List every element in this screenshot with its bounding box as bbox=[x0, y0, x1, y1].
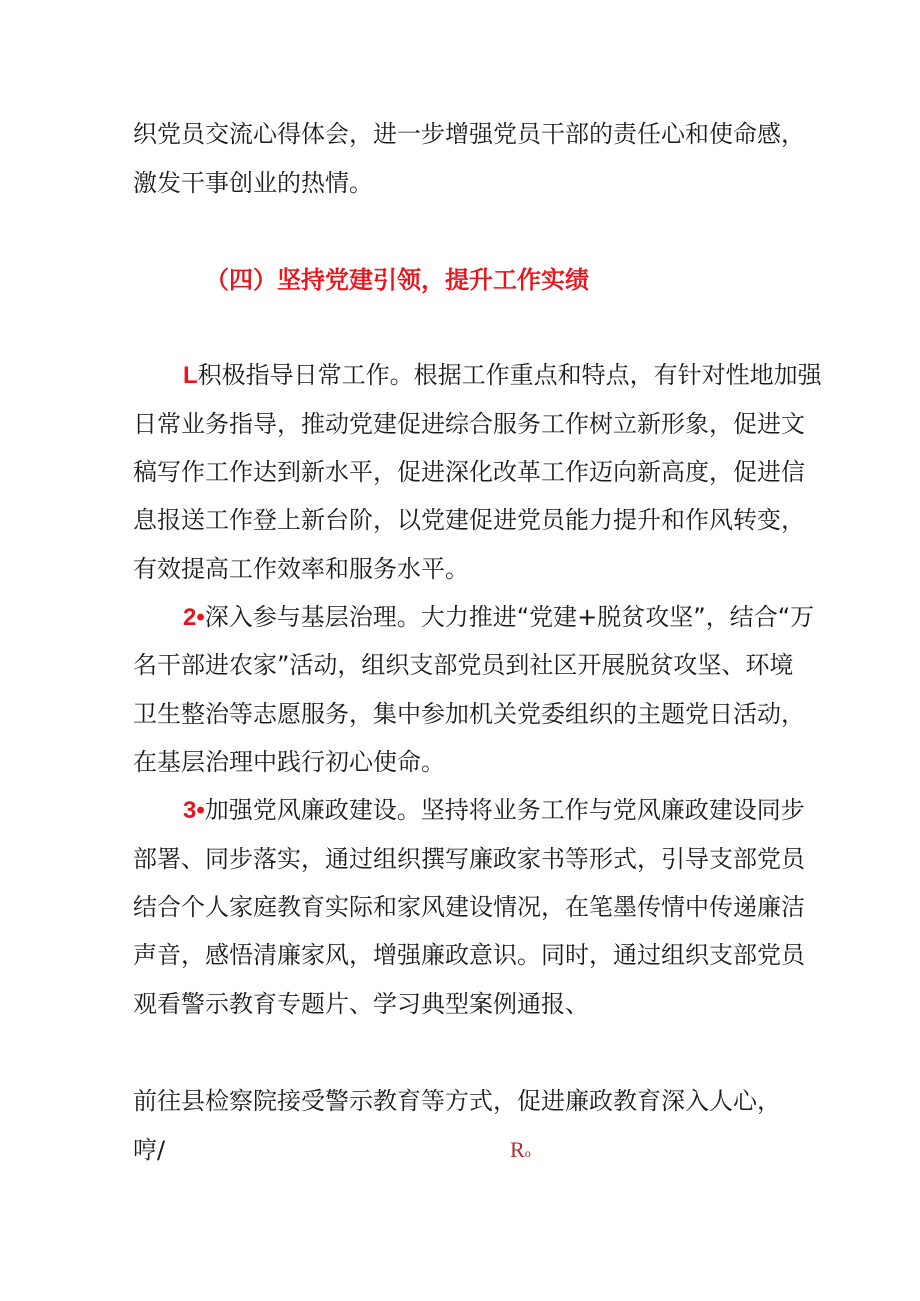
list-item-text: 积极指导日常工作。根据工作重点和特点，有针对性地加强 bbox=[197, 361, 822, 389]
paragraph-line: 织党员交流心得体会，进一步增强党员干部的责任心和使命感， bbox=[133, 120, 805, 148]
list-item-first-line bbox=[183, 358, 822, 393]
list-item-text: 加强党风廉政建设。坚持将业务工作与党风廉政建设同步 bbox=[204, 796, 805, 824]
paragraph-line: 前往县检察院接受警示教育等方式，促进廉政教育深入人心， bbox=[133, 1087, 781, 1115]
footer-mark bbox=[510, 1135, 531, 1168]
paragraph-line: 有效提高工作效率和服务水平。 bbox=[133, 555, 469, 583]
list-item-number: 3• bbox=[183, 797, 205, 824]
paragraph-line: 观看警示教育专题片、学习典型案例通报、 bbox=[133, 990, 589, 1018]
footer-mark-main: R bbox=[510, 1137, 525, 1162]
paragraph-line: 声音，感悟清廉家风，增强廉政意识。同时，通过组织支部党员 bbox=[133, 941, 805, 969]
paragraph-line: 息报送工作登上新台阶，以党建促进党员能力提升和作风转变， bbox=[133, 506, 805, 534]
section-heading: （四）坚持党建引领，提升工作实绩 bbox=[205, 266, 589, 294]
list-item-text: 深入参与基层治理。大力推进“党建+脱贫攻坚”，结合“万 bbox=[204, 603, 815, 631]
list-item-number: 2• bbox=[183, 604, 205, 631]
footer-fragment: 哼/ bbox=[133, 1136, 166, 1164]
paragraph-line: 结合个人家庭教育实际和家风建设情况，在笔墨传情中传递廉洁 bbox=[133, 893, 805, 921]
paragraph-line: 在基层治理中践行初心使命。 bbox=[133, 748, 445, 776]
footer-mark-sub: o bbox=[524, 1146, 531, 1160]
paragraph-line: 名干部进农家”活动，组织支部党员到社区开展脱贫攻坚、环境 bbox=[133, 651, 794, 679]
paragraph-line: 部署、同步落实，通过组织撰写廉政家书等形式，引导支部党员 bbox=[133, 845, 805, 873]
paragraph-line: 稿写作工作达到新水平，促进深化改革工作迈向新高度，促进信 bbox=[133, 458, 805, 486]
list-item-number: L bbox=[183, 362, 198, 389]
list-item-first-line bbox=[183, 600, 814, 635]
paragraph-line: 卫生整治等志愿服务，集中参加机关党委组织的主题党日活动， bbox=[133, 700, 805, 728]
list-item-first-line bbox=[183, 793, 805, 828]
paragraph-line: 日常业务指导，推动党建促进综合服务工作树立新形象，促进文 bbox=[133, 410, 805, 438]
paragraph-line: 激发干事创业的热情。 bbox=[133, 169, 373, 197]
